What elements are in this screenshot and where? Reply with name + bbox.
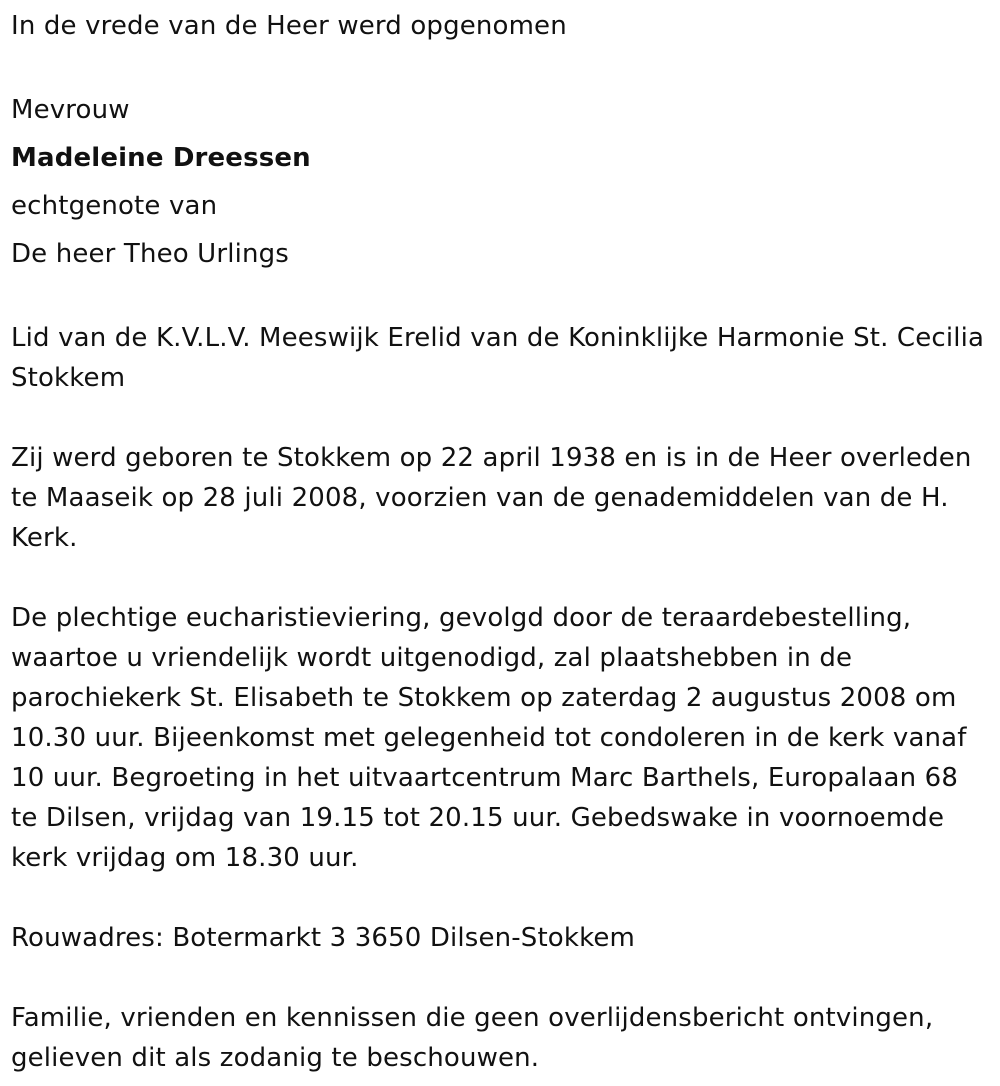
birth-death-text: Zij werd geboren te Stokkem op 22 april 1938 en is in de Heer overleden te Maaseik op 28 juli 2008, voorzien van de genademiddelen van de H. Kerk. — [11, 443, 972, 553]
spacer — [11, 278, 990, 318]
membership-text: Lid van de K.V.L.V. Meeswijk Erelid van de Koninklijke Harmonie St. Cecilia Stokkem — [11, 323, 985, 393]
deceased-name: Madeleine Dreessen — [11, 143, 311, 173]
spacer — [11, 46, 990, 86]
spacer — [11, 398, 990, 438]
spacer — [11, 558, 990, 598]
spouse-name: De heer Theo Urlings — [11, 239, 289, 269]
spacer — [11, 878, 990, 918]
salutation: Mevrouw — [11, 95, 130, 125]
relation-text: echtgenote van — [11, 191, 218, 221]
ceremony-text: De plechtige eucharistieviering, gevolgd door de teraardebestelling, waartoe u vriendelijk wordt uitgenodigd, zal plaatshebben in de parochiekerk St. Elisabeth te Stokkem op zaterdag 2 augustus 2008 om 10.30 uur. Bijeenkomst met gelegenheid tot condoleren in de kerk vanaf 10 uur. Begroeting in het uitvaartcentrum Marc Barthels, Europalaan 68 te Dilsen, vrijdag van 19.15 tot 20.15 uur. Gebedswake in voornoemde kerk vrijdag om 18.30 uur. — [11, 603, 967, 873]
spacer — [11, 958, 990, 998]
address-text: Rouwadres: Botermarkt 3 3650 Dilsen-Stokkem — [11, 923, 635, 953]
intro-text: In de vrede van de Heer werd opgenomen — [11, 11, 567, 41]
closing-text: Familie, vrienden en kennissen die geen overlijdensbericht ontvingen, gelieven dit als zodanig te beschouwen. — [11, 1003, 934, 1073]
